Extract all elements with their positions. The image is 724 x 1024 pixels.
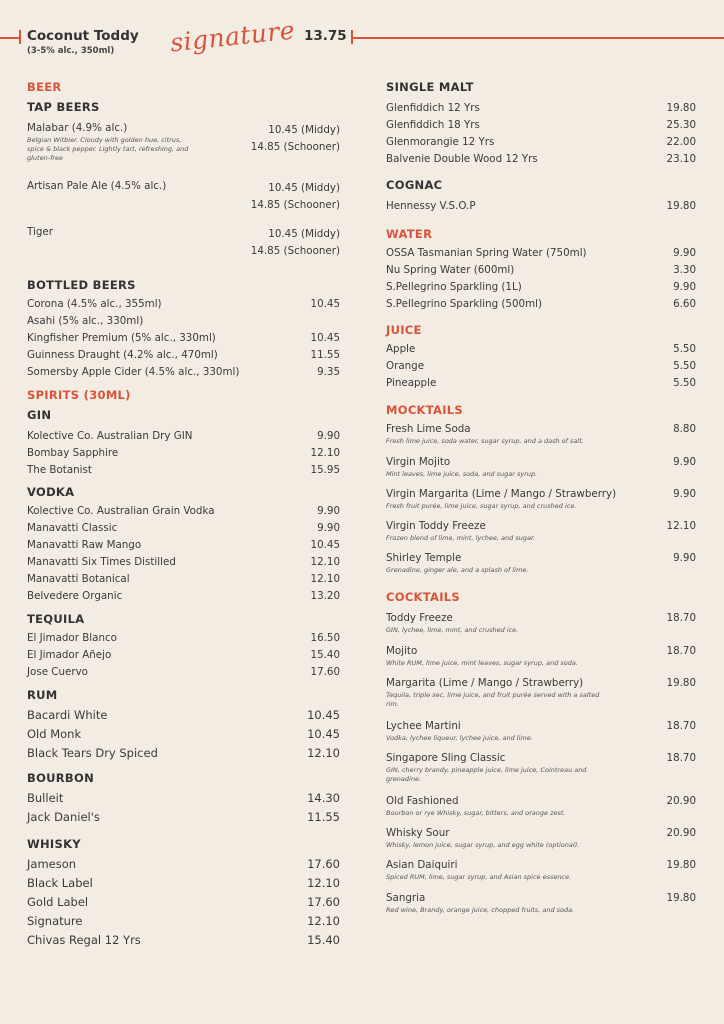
- signature-script: signature: [168, 15, 297, 58]
- item-price: 23.10: [666, 153, 696, 165]
- price-schooner: 14.85 (Schooner): [250, 199, 340, 211]
- price-middy: 10.45 (Middy): [268, 124, 340, 136]
- item-desc: Spiced RUM, lime, sugar syrup, and Asian spice essence.: [386, 873, 572, 881]
- item-name: Jameson: [27, 857, 77, 871]
- item-price: 9.90: [673, 281, 696, 293]
- menu-item: [386, 153, 696, 174]
- item-name: Black Tears Dry Spiced: [27, 746, 158, 760]
- cocktail-item: [386, 859, 696, 892]
- menu-item: [27, 464, 340, 485]
- top-rule-left: [0, 37, 20, 39]
- item-price: 16.50: [310, 632, 340, 644]
- item-name: Whisky Sour: [386, 827, 450, 839]
- top-rule-tick-left: [19, 30, 21, 44]
- menu-item: [27, 366, 340, 384]
- item-price: 9.35: [317, 366, 340, 378]
- menu-item: [27, 914, 340, 933]
- item-name: Manavatti Classic: [27, 522, 118, 534]
- item-price: 18.70: [666, 612, 696, 624]
- item-name: Asahi (5% alc., 330ml): [27, 315, 144, 327]
- menu-item: [27, 539, 340, 556]
- item-name: El Jimador Añejo: [27, 649, 112, 661]
- item-name: El Jimador Blanco: [27, 632, 117, 644]
- menu-item: [27, 727, 340, 746]
- item-price: 10.45: [307, 708, 340, 722]
- menu-item: [386, 119, 696, 136]
- menu-item: [27, 590, 340, 612]
- item-price: 11.55: [310, 349, 340, 361]
- item-desc: Frozen blend of lime, mint, lychee, and sugar.: [386, 534, 536, 542]
- item-name: Manavatti Botanical: [27, 573, 130, 585]
- menu-item: [27, 505, 340, 522]
- menu-item: [386, 102, 696, 119]
- menu-item: [27, 746, 340, 771]
- item-name: Orange: [386, 360, 425, 372]
- mocktail-item: [386, 552, 696, 590]
- item-name: Gold Label: [27, 895, 89, 909]
- mocktail-item: [386, 456, 696, 488]
- item-name: Mojito: [386, 645, 418, 657]
- menu-item: [27, 298, 340, 315]
- item-name: Glenfiddich 18 Yrs: [386, 119, 480, 131]
- item-price: 12.10: [307, 746, 340, 760]
- menu-item: [386, 247, 696, 264]
- item-price: 25.30: [666, 119, 696, 131]
- item-price: 9.90: [317, 522, 340, 534]
- menu-item: [386, 281, 696, 298]
- cocktail-item: [386, 827, 696, 859]
- menu-item: [386, 360, 696, 377]
- menu-item: [27, 349, 340, 366]
- item-price: 9.90: [673, 552, 696, 564]
- item-price: 9.90: [673, 247, 696, 259]
- item-desc: Belgian Witbier. Cloudy with golden hue, citrus, spice & black pepper. Lightly tart, refreshing, and gluten-free: [27, 136, 189, 162]
- tap-beers-heading: TAP BEERS: [27, 100, 100, 114]
- price-middy: 10.45 (Middy): [268, 182, 340, 194]
- bottled-beers-heading: BOTTLED BEERS: [27, 278, 136, 292]
- menu-item: [27, 649, 340, 666]
- tequila-heading: TEQUILA: [27, 612, 85, 626]
- item-name: Toddy Freeze: [386, 612, 453, 624]
- price-schooner: 14.85 (Schooner): [250, 141, 340, 153]
- menu-item: [386, 136, 696, 153]
- item-desc: Bourbon or rye Whisky, sugar, bitters, and orange zest.: [386, 809, 566, 817]
- item-price: 12.10: [307, 876, 340, 890]
- item-price: 22.00: [666, 136, 696, 148]
- left-column: [27, 80, 340, 952]
- item-price: 10.45: [310, 298, 340, 310]
- item-price: 20.90: [666, 795, 696, 807]
- item-price: 20.90: [666, 827, 696, 839]
- item-name: Signature: [27, 914, 83, 928]
- item-name: Somersby Apple Cider (4.5% alc., 330ml): [27, 366, 240, 378]
- item-name: Malabar (4.9% alc.): [27, 122, 128, 134]
- item-name: OSSA Tasmanian Spring Water (750ml): [386, 247, 587, 259]
- menu-item: [386, 377, 696, 399]
- menu-item: [386, 264, 696, 281]
- item-name: Asian Daiquiri: [386, 859, 458, 871]
- item-desc: Tequila, triple sec, lime juice, and fruit purée served with a salted rim.: [386, 691, 600, 708]
- beer-heading: BEER: [27, 80, 62, 94]
- item-price: 12.10: [310, 447, 340, 459]
- item-price: 18.70: [666, 720, 696, 732]
- price-middy: 10.45 (Middy): [268, 228, 340, 240]
- featured-name: Coconut Toddy: [27, 28, 139, 44]
- item-desc: GIN, cherry brandy, pineapple juice, lime juice, Cointreau and grenadine.: [386, 766, 587, 783]
- item-price: 13.20: [310, 590, 340, 602]
- mocktails-heading: MOCKTAILS: [386, 403, 464, 417]
- item-name: Glenmorangie 12 Yrs: [386, 136, 495, 148]
- item-name: The Botanist: [27, 464, 92, 476]
- item-desc: GIN, lychee, lime, mint, and crushed ice.: [386, 626, 519, 634]
- spirits-heading: SPIRITS (30ML): [27, 388, 131, 402]
- tap-beer-item: [27, 226, 340, 278]
- item-desc: Red wine, Brandy, orange juice, chopped fruits, and soda.: [386, 906, 575, 914]
- item-price: 9.90: [673, 456, 696, 468]
- item-name: Kolective Co. Australian Dry GIN: [27, 430, 193, 442]
- item-name: Old Monk: [27, 727, 82, 741]
- item-name: Corona (4.5% alc., 355ml): [27, 298, 162, 310]
- item-name: Bacardi White: [27, 708, 108, 722]
- item-price: 10.45: [310, 332, 340, 344]
- menu-item: [27, 708, 340, 727]
- item-desc: Fresh fruit purée, lime juice, sugar syrup, and crushed ice.: [386, 502, 577, 510]
- cocktails-heading: COCKTAILS: [386, 590, 461, 604]
- item-desc: Whisky, lemon juice, sugar syrup, and egg white (optional).: [386, 841, 580, 849]
- menu-item: [27, 666, 340, 688]
- cocktail-item: [386, 612, 696, 645]
- item-name: Balvenie Double Wood 12 Yrs: [386, 153, 538, 165]
- tap-beer-item: [27, 122, 340, 180]
- item-price: 9.90: [673, 488, 696, 500]
- menu-item: [27, 791, 340, 810]
- item-name: Sangria: [386, 892, 426, 904]
- mocktail-item: [386, 488, 696, 520]
- menu-item: [27, 522, 340, 539]
- item-price: 19.80: [666, 677, 696, 689]
- menu-item: [27, 573, 340, 590]
- item-price: 12.10: [666, 520, 696, 532]
- cocktail-item: [386, 752, 696, 795]
- gin-heading: GIN: [27, 408, 52, 422]
- item-price: 3.30: [673, 264, 696, 276]
- featured-price: 13.75: [304, 28, 347, 44]
- item-name: S.Pellegrino Sparkling (1L): [386, 281, 522, 293]
- item-name: Virgin Toddy Freeze: [386, 520, 486, 532]
- item-name: Jose Cuervo: [27, 666, 88, 678]
- item-price: 9.90: [317, 505, 340, 517]
- item-name: Belvedere Organic: [27, 590, 123, 602]
- item-price: 17.60: [310, 666, 340, 678]
- item-price: 15.40: [310, 649, 340, 661]
- item-price: 17.60: [307, 895, 340, 909]
- item-desc: Grenadine, ginger ale, and a splash of lime.: [386, 566, 529, 574]
- item-name: Virgin Mojito: [386, 456, 451, 468]
- item-name: Bombay Sapphire: [27, 447, 119, 459]
- item-name: Glenfiddich 12 Yrs: [386, 102, 480, 114]
- menu-item: [27, 810, 340, 837]
- item-name: Apple: [386, 343, 416, 355]
- item-desc: Vodka, lychee liqueur, lychee juice, and lime.: [386, 734, 533, 742]
- featured-subtitle: (3-5% alc., 350ml): [27, 46, 115, 56]
- item-price: 15.95: [310, 464, 340, 476]
- item-name: Manavatti Six Times Distilled: [27, 556, 176, 568]
- item-price: 17.60: [307, 857, 340, 871]
- item-name: S.Pellegrino Sparkling (500ml): [386, 298, 542, 310]
- cocktail-item: [386, 645, 696, 677]
- item-name: Bulleit: [27, 791, 64, 805]
- item-name: Lychee Martini: [386, 720, 461, 732]
- vodka-heading: VODKA: [27, 485, 75, 499]
- item-price: 19.80: [666, 859, 696, 871]
- item-price: 10.45: [310, 539, 340, 551]
- item-name: Kolective Co. Australian Grain Vodka: [27, 505, 215, 517]
- item-name: Singapore Sling Classic: [386, 752, 506, 764]
- menu-item: [386, 200, 696, 223]
- price-schooner: 14.85 (Schooner): [250, 245, 340, 257]
- rum-heading: RUM: [27, 688, 58, 702]
- item-price: 9.90: [317, 430, 340, 442]
- item-name: Old Fashioned: [386, 795, 459, 807]
- item-name: Artisan Pale Ale (4.5% alc.): [27, 180, 167, 192]
- menu-item: [27, 447, 340, 464]
- item-price: 19.80: [666, 102, 696, 114]
- menu-item: [386, 343, 696, 360]
- menu-item: [27, 933, 340, 952]
- item-name: Nu Spring Water (600ml): [386, 264, 515, 276]
- item-name: Guinness Draught (4.2% alc., 470ml): [27, 349, 218, 361]
- cocktail-item: [386, 720, 696, 752]
- tap-beer-item: [27, 180, 340, 226]
- item-price: 5.50: [673, 360, 696, 372]
- right-column: [386, 80, 696, 924]
- item-price: 5.50: [673, 343, 696, 355]
- item-price: 18.70: [666, 752, 696, 764]
- mocktail-item: [386, 520, 696, 552]
- item-name: Chivas Regal 12 Yrs: [27, 933, 141, 947]
- menu-item: [27, 857, 340, 876]
- item-price: 12.10: [310, 556, 340, 568]
- menu-item: [27, 895, 340, 914]
- item-name: Kingfisher Premium (5% alc., 330ml): [27, 332, 216, 344]
- item-name: Manavatti Raw Mango: [27, 539, 142, 551]
- top-rule-tick-right: [351, 30, 353, 44]
- item-price: 12.10: [307, 914, 340, 928]
- item-name: Tiger: [27, 226, 53, 238]
- item-price: 10.45: [307, 727, 340, 741]
- item-name: Pineapple: [386, 377, 437, 389]
- item-name: Virgin Margarita (Lime / Mango / Strawberry): [386, 488, 617, 500]
- item-desc: Fresh lime juice, soda water, sugar syrup, and a dash of salt.: [386, 437, 584, 445]
- menu-item: [386, 298, 696, 319]
- water-heading: WATER: [386, 227, 433, 241]
- juice-heading: JUICE: [386, 323, 422, 337]
- item-price: 18.70: [666, 645, 696, 657]
- whisky-heading: WHISKY: [27, 837, 81, 851]
- top-rule-right: [352, 37, 724, 39]
- menu-item: [27, 430, 340, 447]
- menu-item: [27, 876, 340, 895]
- item-price: 14.30: [307, 791, 340, 805]
- cocktail-item: [386, 892, 696, 924]
- single-malt-heading: SINGLE MALT: [386, 80, 474, 94]
- menu-item: [27, 632, 340, 649]
- item-desc: White RUM, lime juice, mint leaves, sugar syrup, and soda.: [386, 659, 578, 667]
- item-price: 12.10: [310, 573, 340, 585]
- item-name: Black Label: [27, 876, 93, 890]
- item-price: 19.80: [666, 892, 696, 904]
- mocktail-item: [386, 423, 696, 456]
- item-name: Jack Daniel's: [27, 810, 100, 824]
- menu-item: [27, 556, 340, 573]
- item-name: Shirley Temple: [386, 552, 462, 564]
- item-price: 5.50: [673, 377, 696, 389]
- menu-item: [27, 332, 340, 349]
- item-name: Fresh Lime Soda: [386, 423, 471, 435]
- item-desc: Mint leaves, lime juice, soda, and sugar syrup.: [386, 470, 538, 478]
- item-price: 15.40: [307, 933, 340, 947]
- menu-item: [27, 315, 340, 332]
- bourbon-heading: BOURBON: [27, 771, 95, 785]
- cocktail-item: [386, 677, 696, 720]
- item-price: 11.55: [307, 810, 340, 824]
- item-price: 8.80: [673, 423, 696, 435]
- item-price: 6.60: [673, 298, 696, 310]
- item-name: Margarita (Lime / Mango / Strawberry): [386, 677, 584, 689]
- cocktail-item: [386, 795, 696, 827]
- item-price: 19.80: [666, 200, 696, 212]
- cognac-heading: COGNAC: [386, 178, 443, 192]
- item-name: Hennessy V.S.O.P: [386, 200, 476, 212]
